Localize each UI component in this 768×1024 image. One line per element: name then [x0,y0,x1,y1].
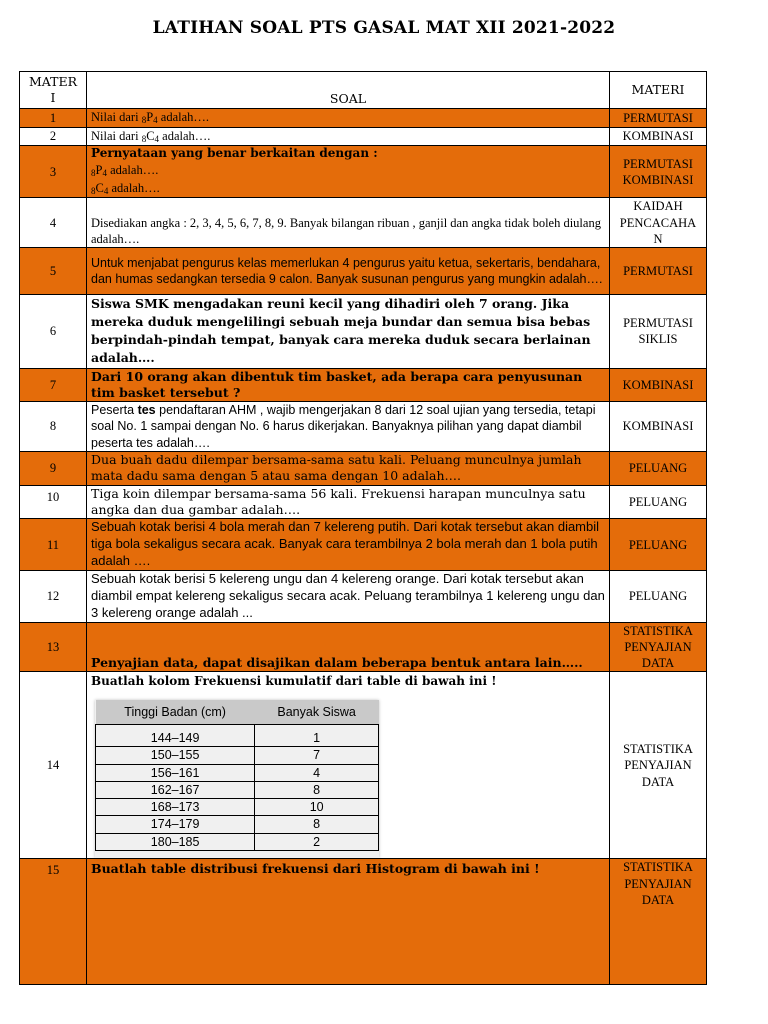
question-text: Peserta tes pendaftaran AHM , wajib mengerjakan 8 dari 12 soal ujian yang tersedia, tetapi soal No. 1 sampai dengan No. 6 harus dikerjakan. Banyaknya pilihan yang dapat diambil peserta tes adalah…. [87,402,610,452]
table-header-height: Tinggi Badan (cm) [96,700,255,725]
student-count: 8 [255,816,379,833]
height-range: 150–155 [96,747,255,764]
question-text: Dua buah dadu dilempar bersama-sama satu kali. Peluang munculnya jumlah mata dadu sama dengan 5 atau sama dengan 10 adalah…. [87,451,610,485]
height-range: 144–149 [96,725,255,747]
topic-label: PELUANG [610,451,707,485]
topic-label: PELUANG [610,485,707,519]
page-title: LATIHAN SOAL PTS GASAL MAT XII 2021-2022 [152,18,616,38]
table-row [20,146,707,198]
question-text: Untuk menjabat pengurus kelas memerlukan 4 pengurus yaitu ketua, sekertaris, bendahara, dan humas sedangkan tersedia 9 calon. Banyak susunan pengurus yang mungkin adalah…. [87,248,610,295]
row-number: 14 [20,672,87,859]
topic-label: PERMUTASI [610,109,707,128]
question-text: Sebuah kotak berisi 4 bola merah dan 7 kelereng putih. Dari kotak tersebut akan diambil tiga bola sekaligus secara acak. Banyak cara terambilnya 2 bola merah dan 1 bola putih adalah …. [87,519,610,571]
row-number: 11 [20,519,87,571]
header-soal: SOAL [87,72,610,109]
table-row [20,127,707,146]
topic-label: STATISTIKA PENYAJIAN DATA [610,622,707,672]
question-text: Buatlah kolom Frekuensi kumulatif dari table di bawah ini ! Tinggi Badan (cm) Banyak Siswa 144–149 1 150–155 7 156–161 4 162–167 8 168–173 10 174–179 8 180–185 2 [87,672,610,859]
table-row [20,485,707,519]
table-row [20,859,707,985]
topic-label: PERMUTASI SIKLIS [610,295,707,369]
header-materi-left: MATER I [20,72,87,109]
row-number: 8 [20,402,87,452]
height-frequency-table [95,700,379,858]
topic-label: PELUANG [610,571,707,623]
question-text: Pernyataan yang benar berkaitan dengan : $_8P_4$ adalah…. $_8C_4$ adalah…. [87,146,610,198]
question-text: Siswa SMK mengadakan reuni kecil yang dihadiri oleh 7 orang. Jika mereka duduk mengelilingi sebuah meja bundar dan semua bisa bebas berpindah-pindah tempat, banyak cara mereka duduk secara berlainan adalah…. [87,295,610,369]
height-range: 156–161 [96,764,255,781]
question-text: Sebuah kotak berisi 5 kelereng ungu dan 4 kelereng orange. Dari kotak tersebut akan diambil empat kelereng sekaligus secara acak. Peluang terambilnya 1 kelereng ungu dan 3 kelereng orange adalah ... [87,571,610,623]
table-row [20,672,707,859]
row-number: 7 [20,368,87,402]
table-row [20,571,707,623]
question-text: Tiga koin dilempar bersama-sama 56 kali. Frekuensi harapan munculnya satu angka dan dua gambar adalah…. [87,485,610,519]
row-number: 12 [20,571,87,623]
topic-label: KOMBINASI [610,402,707,452]
row-number: 4 [20,198,87,248]
table-row [20,295,707,369]
student-count: 8 [255,781,379,798]
topic-label: STATISTIKA PENYAJIAN DATA [610,672,707,859]
question-text: Disediakan angka : 2, 3, 4, 5, 6, 7, 8, 9. Banyak bilangan ribuan , ganjil dan angka tidak boleh diulang adalah…. [87,198,610,248]
height-range: 168–173 [96,799,255,816]
topic-label: KAIDAH PENCACAHA N [610,198,707,248]
row-number: 1 [20,109,87,128]
topic-label: KOMBINASI [610,368,707,402]
topic-label: PERMUTASI KOMBINASI [610,146,707,198]
table-row [20,109,707,128]
table-row [20,198,707,248]
table-row [20,368,707,402]
question-text: Nilai dari $_8C_4$ adalah…. [87,127,610,146]
student-count: 2 [255,833,379,850]
table-header-row [20,72,707,109]
height-range: 174–179 [96,816,255,833]
topic-label: PELUANG [610,519,707,571]
question-text: Nilai dari $_8P_4$ adalah…. [87,109,610,128]
topic-label: KOMBINASI [610,127,707,146]
row-number: 2 [20,127,87,146]
table-row [20,402,707,452]
height-range: 180–185 [96,833,255,850]
student-count: 1 [255,725,379,747]
student-count: 7 [255,747,379,764]
row-number: 15 [20,859,87,985]
row-number: 5 [20,248,87,295]
row-number: 3 [20,146,87,198]
question-table [19,71,707,985]
row-number: 13 [20,622,87,672]
table-row [20,519,707,571]
table-row [20,622,707,672]
header-materi-right: MATERI [610,72,707,109]
height-range: 162–167 [96,781,255,798]
row-number: 6 [20,295,87,369]
table-header-count: Banyak Siswa [255,700,379,725]
topic-label: STATISTIKA PENYAJIAN DATA [610,859,707,985]
topic-label: PERMUTASI [610,248,707,295]
row-number: 10 [20,485,87,519]
table-row [20,451,707,485]
question-text: Buatlah table distribusi frekuensi dari Histogram di bawah ini ! [87,859,610,985]
question-text: Penyajian data, dapat disajikan dalam beberapa bentuk antara lain….. [87,622,610,672]
row-number: 9 [20,451,87,485]
student-count: 10 [255,799,379,816]
question-text: Dari 10 orang akan dibentuk tim basket, ada berapa cara penyusunan tim basket tersebut ? [87,368,610,402]
table-row [20,248,707,295]
student-count: 4 [255,764,379,781]
